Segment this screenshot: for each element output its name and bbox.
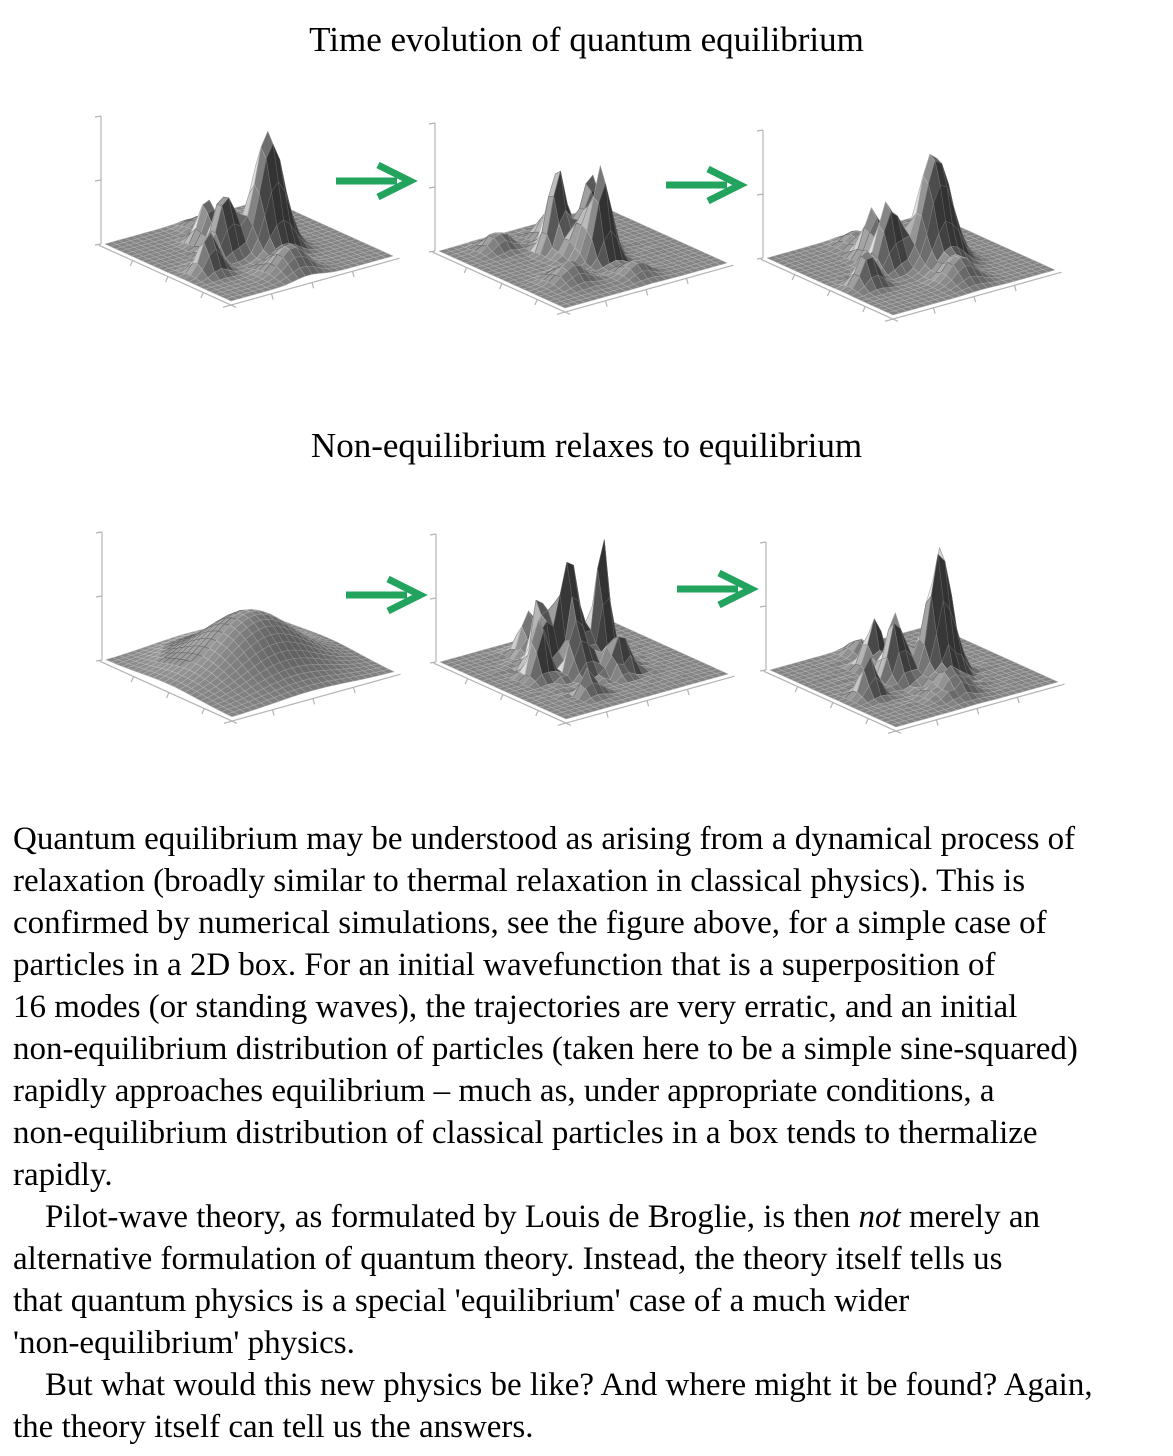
body-text-segment: Pilot-wave theory, as formulated by Louis de Broglie, is then [45, 1199, 859, 1235]
body-text-segment: rapidly. [13, 1157, 113, 1193]
body-line [13, 1322, 1165, 1364]
figure-title-time-evolution: Time evolution of quantum equilibrium [309, 20, 864, 59]
surface-plot-relaxed [740, 522, 1080, 772]
body-text-segment: relaxation (broadly similar to thermal relaxation in classical physics). This is [13, 863, 1026, 899]
figure-title-relaxation: Non-equilibrium relaxes to equilibrium [310, 426, 863, 465]
surface-plot-equilibrium-t1 [75, 96, 415, 346]
body-text-segment: alternative formulation of quantum theory. Instead, the theory itself tells us [13, 1241, 1003, 1277]
body-text-segment: that quantum physics is a special 'equilibrium' case of a much wider [13, 1283, 910, 1319]
body-text-segment: 'non-equilibrium' physics. [13, 1325, 355, 1361]
body-text-segment: Quantum equilibrium may be understood as arising from a dynamical process of [13, 821, 1076, 857]
body-line [13, 944, 1165, 986]
body-line [13, 1280, 1165, 1322]
body-line [13, 818, 1165, 860]
body-text-segment: merely an [900, 1199, 1040, 1235]
body-text-segment: the theory itself can tell us the answers. [13, 1409, 534, 1445]
arrow-right-icon [663, 164, 747, 206]
body-line [13, 860, 1165, 902]
body-line [13, 986, 1165, 1028]
body-text-segment: But what would this new physics be like? And where might it be found? Again, [45, 1367, 1093, 1403]
body-line [13, 1154, 1165, 1196]
body-line [13, 1112, 1165, 1154]
body-text-segment: confirmed by numerical simulations, see the figure above, for a simple case of [13, 905, 1047, 941]
body-line [13, 1028, 1165, 1070]
body-text-segment: particles in a 2D box. For an initial wavefunction that is a superposition of [13, 947, 996, 983]
surface-plot-equilibrium-t3 [737, 110, 1077, 360]
body-line [13, 902, 1165, 944]
surface-plot-nonequilibrium-initial [76, 512, 416, 762]
body-line [13, 1238, 1165, 1280]
body-line [13, 1406, 1165, 1448]
body-line [13, 1196, 1165, 1238]
body-text-segment: non-equilibrium distribution of classical particles in a box tends to thermalize [13, 1115, 1038, 1151]
surface-plot-equilibrium-t2 [409, 103, 749, 353]
body-line [13, 1070, 1165, 1112]
body-text-segment: 16 modes (or standing waves), the trajectories are very erratic, and an initial [13, 989, 1018, 1025]
body-text-segment: rapidly approaches equilibrium – much as, under appropriate conditions, a [13, 1073, 995, 1109]
body-line [13, 1364, 1165, 1406]
body-text-segment: non-equilibrium distribution of particles (taken here to be a simple sine-squared) [13, 1031, 1078, 1067]
arrow-right-icon [333, 160, 417, 202]
body-text [13, 818, 1165, 1448]
surface-plot-relaxing [410, 514, 750, 764]
body-text-italic: not [858, 1199, 901, 1235]
